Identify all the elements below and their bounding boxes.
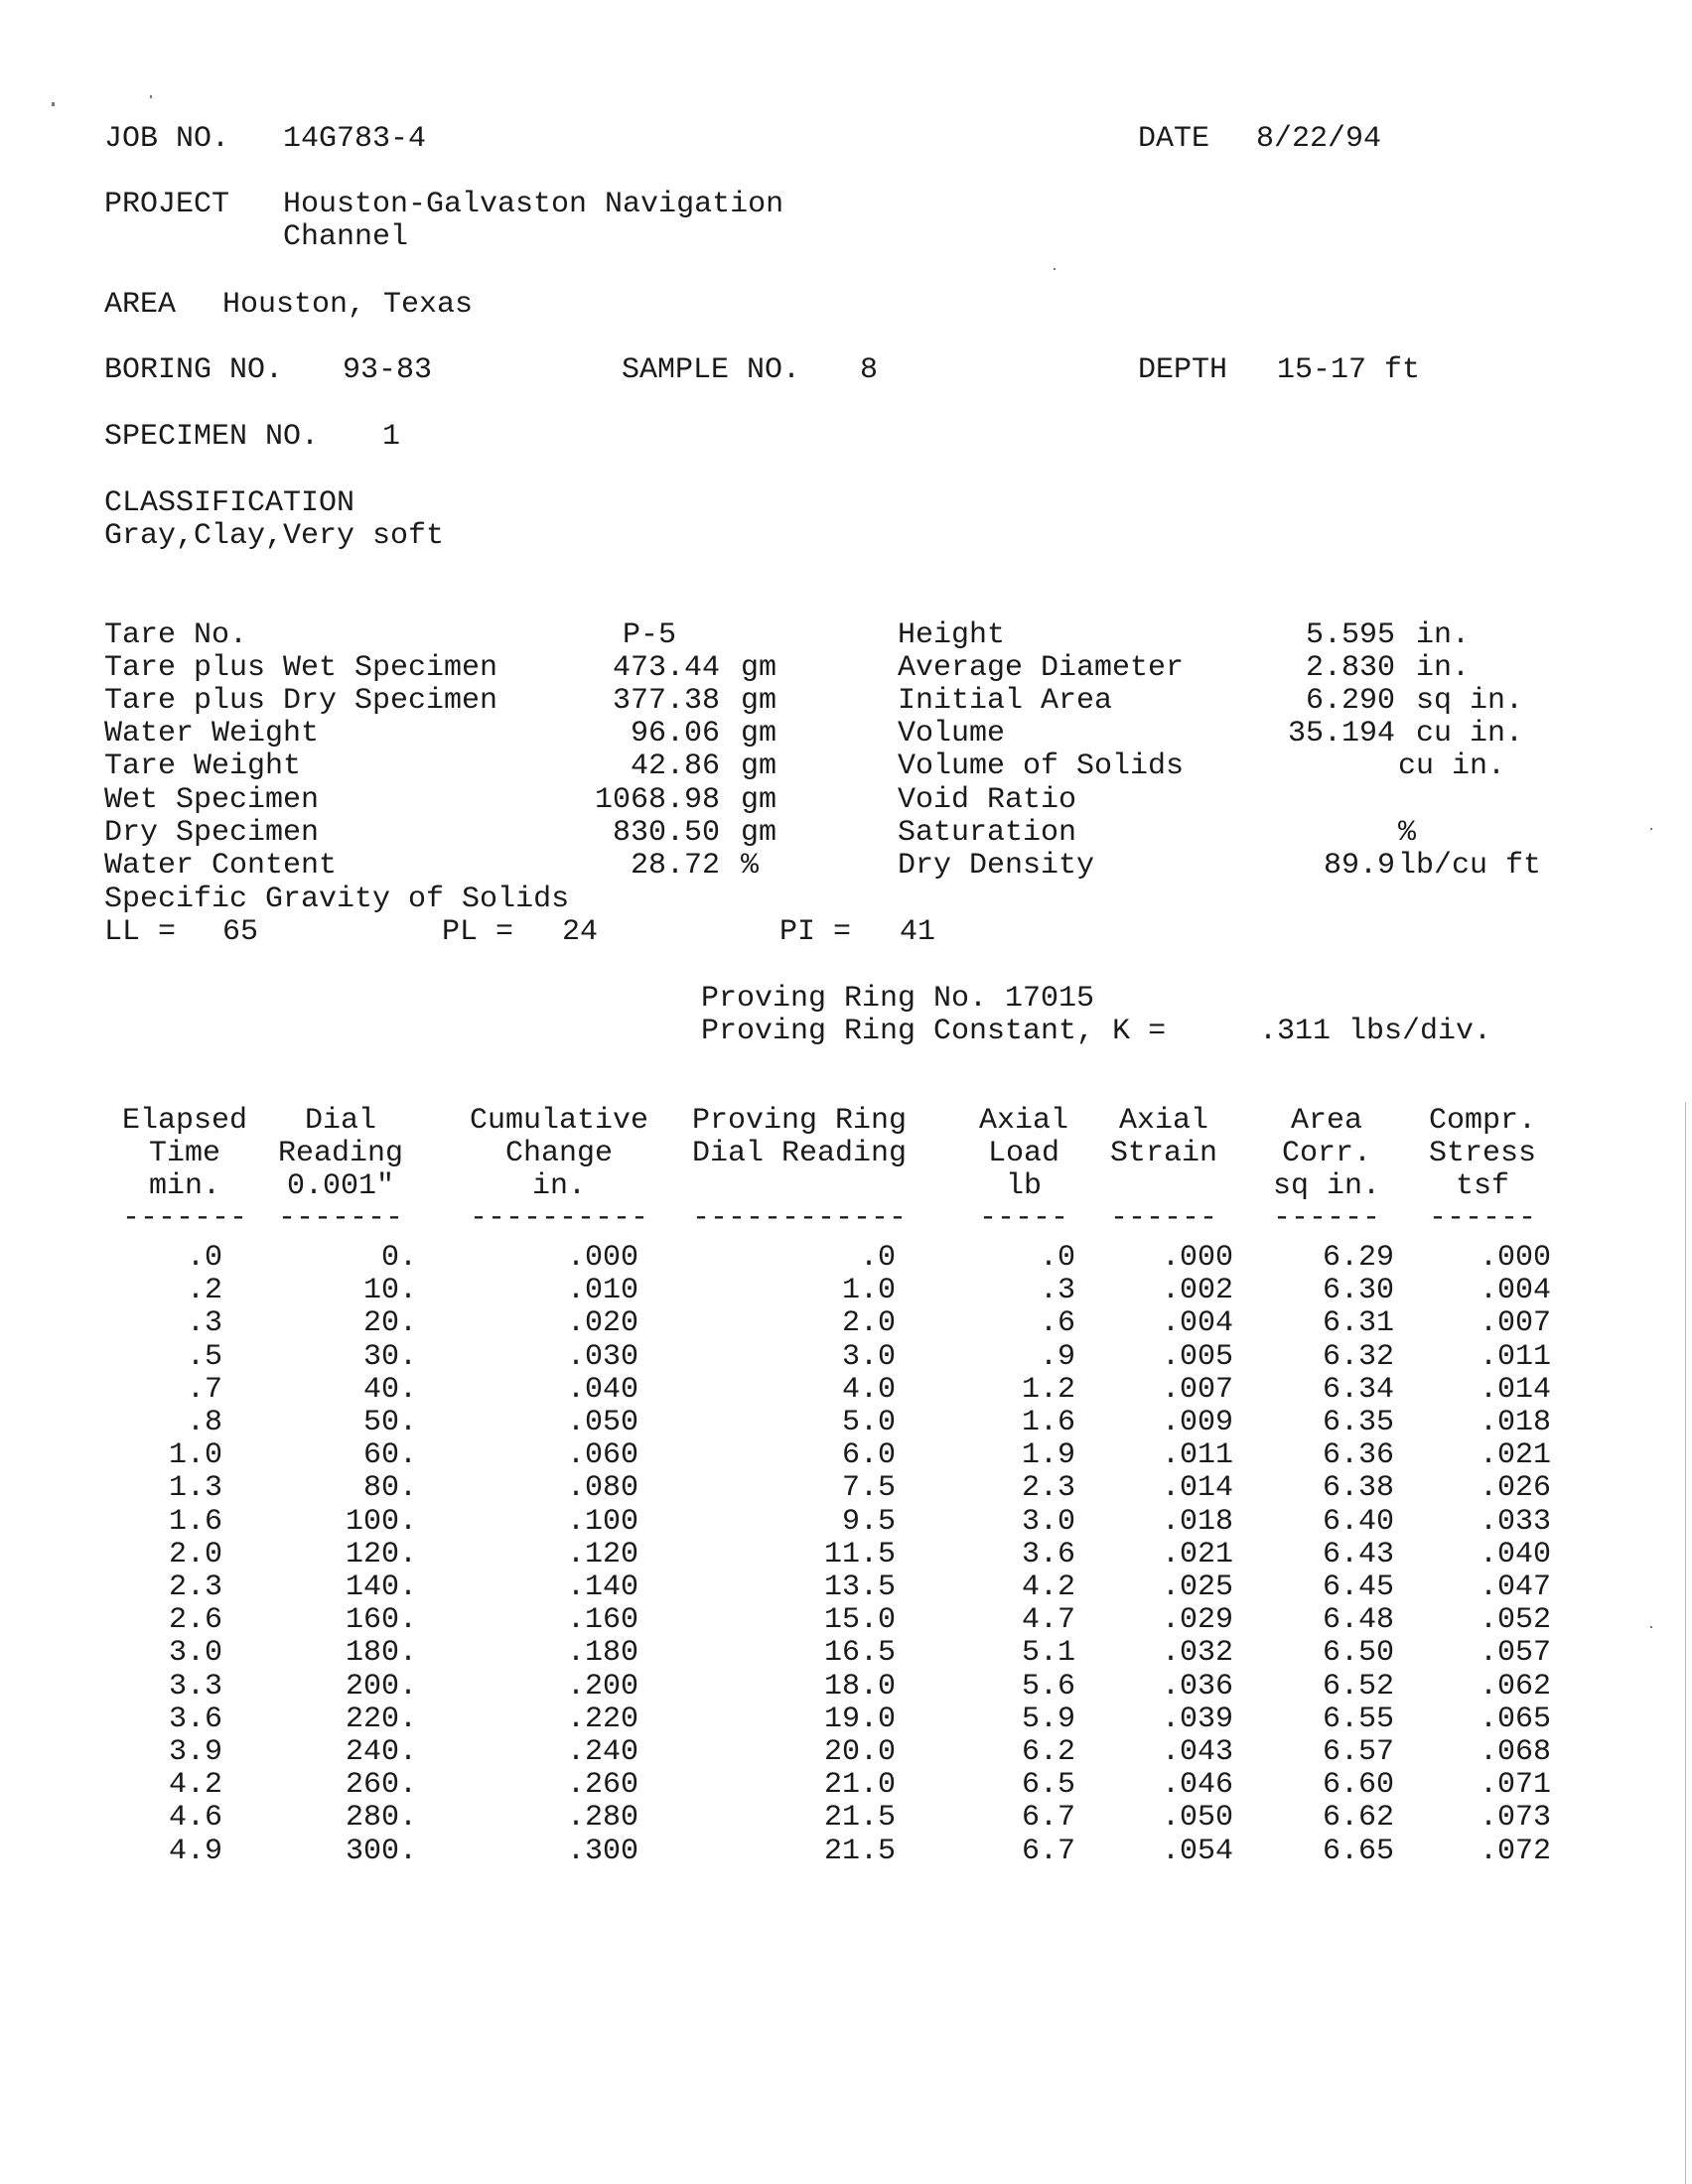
table-cell: .260: [566, 1768, 638, 1802]
column-header-line2: Time: [148, 1137, 220, 1170]
table-cell: .140: [566, 1570, 638, 1604]
column-header-line3: sq in.: [1272, 1169, 1381, 1203]
table-cell: .040: [1479, 1538, 1551, 1571]
prop-label: Initial Area: [898, 684, 1113, 718]
table-cell: 16.5: [823, 1636, 896, 1670]
table-cell: 20.: [362, 1306, 417, 1340]
prop-value: 1068.98: [594, 783, 720, 817]
table-cell: .047: [1479, 1570, 1551, 1604]
table-cell: .025: [1161, 1570, 1233, 1604]
classification-label: CLASSIFICATION: [104, 486, 355, 520]
depth-label: DEPTH: [1138, 353, 1228, 387]
column-header-line2: Corr.: [1281, 1137, 1371, 1170]
table-cell: 11.5: [823, 1538, 896, 1571]
date-label: DATE: [1138, 122, 1210, 156]
prop-value: 35.194: [1287, 717, 1395, 751]
date-value: 8/22/94: [1256, 122, 1382, 156]
table-cell: .036: [1161, 1670, 1233, 1704]
classification-value: Gray,Clay,Very soft: [104, 519, 445, 553]
job-label: JOB NO.: [104, 122, 230, 156]
table-cell: .010: [566, 1274, 638, 1307]
table-cell: 180.: [345, 1636, 417, 1670]
project-label: PROJECT: [104, 188, 230, 221]
ll-value: 65: [222, 915, 259, 949]
table-cell: 40.: [362, 1373, 417, 1407]
table-cell: 5.9: [1021, 1703, 1075, 1736]
table-cell: 5.0: [841, 1406, 896, 1439]
table-cell: 4.2: [168, 1768, 222, 1802]
column-header-line2: Change: [504, 1137, 614, 1170]
column-header-rule: -------: [121, 1201, 248, 1235]
table-cell: 0.: [380, 1241, 417, 1275]
table-cell: .062: [1479, 1670, 1551, 1704]
table-cell: .9: [1039, 1340, 1075, 1374]
table-cell: .039: [1161, 1703, 1233, 1736]
table-cell: 21.5: [823, 1835, 896, 1868]
table-cell: 7.5: [841, 1471, 896, 1505]
depth-value: 15-17 ft: [1277, 353, 1421, 387]
table-cell: .030: [566, 1340, 638, 1374]
prop-unit: gm: [741, 816, 777, 850]
table-cell: 1.9: [1021, 1438, 1075, 1472]
table-cell: 5.1: [1021, 1636, 1075, 1670]
table-cell: 6.35: [1322, 1406, 1394, 1439]
table-cell: .033: [1479, 1505, 1551, 1539]
column-header-line1: Elapsed: [121, 1104, 248, 1138]
table-cell: 6.60: [1322, 1768, 1394, 1802]
table-cell: 6.7: [1021, 1801, 1075, 1835]
table-cell: .280: [566, 1801, 638, 1835]
prop-unit: in.: [1416, 618, 1471, 652]
specimen-value: 1: [382, 420, 401, 454]
prop-label: Tare No.: [104, 618, 248, 652]
table-cell: .026: [1479, 1471, 1551, 1505]
prop-label: Volume of Solids: [898, 750, 1185, 783]
prop-unit: cu in.: [1416, 717, 1524, 751]
prop-unit: gm: [741, 651, 777, 685]
boring-label: BORING NO.: [104, 353, 284, 387]
table-cell: 3.6: [1021, 1538, 1075, 1571]
table-cell: .071: [1479, 1768, 1551, 1802]
table-cell: 1.6: [168, 1505, 222, 1539]
prop-unit: gm: [741, 684, 777, 718]
table-cell: 6.45: [1322, 1570, 1394, 1604]
column-header-line1: Area: [1290, 1104, 1362, 1138]
table-cell: 2.3: [168, 1570, 222, 1604]
prop-unit: %: [1398, 816, 1417, 850]
table-cell: 60.: [362, 1438, 417, 1472]
scan-edge-line: [1685, 1102, 1686, 2184]
column-header-line1: Proving Ring: [691, 1104, 908, 1138]
table-cell: .0: [859, 1241, 896, 1275]
proving-ring-constant-label: Proving Ring Constant, K =: [701, 1015, 1167, 1048]
table-cell: 1.3: [168, 1471, 222, 1505]
table-cell: .068: [1479, 1735, 1551, 1769]
column-header-line1: Axial: [978, 1104, 1068, 1138]
prop-unit: sq in.: [1416, 684, 1524, 718]
table-cell: .240: [566, 1735, 638, 1769]
table-cell: .200: [566, 1670, 638, 1704]
table-cell: 6.31: [1322, 1306, 1394, 1340]
table-cell: 4.0: [841, 1373, 896, 1407]
scan-speck: [52, 102, 55, 106]
prop-value: 473.44: [612, 651, 720, 685]
table-cell: 4.2: [1021, 1570, 1075, 1604]
table-cell: 6.2: [1021, 1735, 1075, 1769]
table-cell: .005: [1161, 1340, 1233, 1374]
table-cell: .0: [1039, 1241, 1075, 1275]
table-cell: .073: [1479, 1801, 1551, 1835]
sample-label: SAMPLE NO.: [622, 353, 801, 387]
table-cell: .3: [1039, 1274, 1075, 1307]
prop-value: 2.830: [1305, 651, 1395, 685]
table-cell: 2.3: [1021, 1471, 1075, 1505]
table-cell: 50.: [362, 1406, 417, 1439]
table-cell: 4.9: [168, 1835, 222, 1868]
table-cell: .004: [1479, 1274, 1551, 1307]
table-cell: 200.: [345, 1670, 417, 1704]
column-header-line3: min.: [148, 1169, 220, 1203]
table-cell: 6.38: [1322, 1471, 1394, 1505]
prop-value: 96.06: [630, 717, 720, 751]
scan-speck: [1650, 1626, 1652, 1628]
table-cell: .011: [1161, 1438, 1233, 1472]
table-cell: .6: [1039, 1306, 1075, 1340]
prop-label: Dry Specimen: [104, 816, 320, 850]
table-cell: .050: [566, 1406, 638, 1439]
table-cell: 2.0: [841, 1306, 896, 1340]
table-cell: 2.6: [168, 1603, 222, 1637]
column-header-rule: ------: [1272, 1201, 1381, 1235]
column-header-rule: ------: [1109, 1201, 1218, 1235]
proving-ring-constant-value: .311 lbs/div.: [1259, 1015, 1492, 1048]
column-header-line3: in.: [531, 1169, 586, 1203]
area-label: AREA: [104, 288, 177, 322]
specimen-label: SPECIMEN NO.: [104, 420, 320, 454]
table-cell: 1.0: [168, 1438, 222, 1472]
prop-value: 6.290: [1305, 684, 1395, 718]
table-cell: .3: [186, 1306, 222, 1340]
column-header-line2: Dial Reading: [691, 1137, 908, 1170]
prop-value: 5.595: [1305, 618, 1395, 652]
prop-unit: gm: [741, 750, 777, 783]
scan-speck: [1054, 268, 1056, 270]
table-cell: .040: [566, 1373, 638, 1407]
prop-unit: cu in.: [1398, 750, 1506, 783]
job-value: 14G783-4: [283, 122, 427, 156]
table-cell: 6.36: [1322, 1438, 1394, 1472]
prop-label: Tare plus Wet Specimen: [104, 651, 498, 685]
scan-speck: [150, 95, 152, 98]
prop-label: Height: [898, 618, 1006, 652]
table-cell: 2.0: [168, 1538, 222, 1571]
prop-unit: gm: [741, 717, 777, 751]
table-cell: 220.: [345, 1703, 417, 1736]
table-cell: .180: [566, 1636, 638, 1670]
prop-label: Wet Specimen: [104, 783, 320, 817]
table-cell: 21.5: [823, 1801, 896, 1835]
proving-ring-number: Proving Ring No. 17015: [701, 982, 1095, 1016]
column-header-line2: Load: [987, 1137, 1059, 1170]
prop-label: Tare Weight: [104, 750, 302, 783]
table-cell: .018: [1479, 1406, 1551, 1439]
table-cell: 6.30: [1322, 1274, 1394, 1307]
table-cell: .018: [1161, 1505, 1233, 1539]
pl-label: PL =: [442, 915, 514, 949]
prop-unit: in.: [1416, 651, 1471, 685]
table-cell: 5.6: [1021, 1670, 1075, 1704]
table-cell: 6.48: [1322, 1603, 1394, 1637]
table-cell: .000: [566, 1241, 638, 1275]
table-cell: 6.43: [1322, 1538, 1394, 1571]
table-cell: 3.0: [1021, 1505, 1075, 1539]
table-cell: 280.: [345, 1801, 417, 1835]
table-cell: .014: [1479, 1373, 1551, 1407]
table-cell: 260.: [345, 1768, 417, 1802]
table-cell: 6.57: [1322, 1735, 1394, 1769]
table-cell: .100: [566, 1505, 638, 1539]
table-cell: 21.0: [823, 1768, 896, 1802]
table-cell: .060: [566, 1438, 638, 1472]
table-cell: .000: [1161, 1241, 1233, 1275]
table-cell: 15.0: [823, 1603, 896, 1637]
table-cell: .052: [1479, 1603, 1551, 1637]
table-cell: .009: [1161, 1406, 1233, 1439]
table-cell: .000: [1479, 1241, 1551, 1275]
table-cell: .080: [566, 1471, 638, 1505]
area-value: Houston, Texas: [222, 288, 474, 322]
table-cell: 6.7: [1021, 1835, 1075, 1868]
table-cell: 3.3: [168, 1670, 222, 1704]
table-cell: 19.0: [823, 1703, 896, 1736]
table-cell: .050: [1161, 1801, 1233, 1835]
table-cell: .029: [1161, 1603, 1233, 1637]
column-header-line1: Axial: [1118, 1104, 1208, 1138]
table-cell: .014: [1161, 1471, 1233, 1505]
table-cell: 6.62: [1322, 1801, 1394, 1835]
table-cell: 10.: [362, 1274, 417, 1307]
table-cell: .8: [186, 1406, 222, 1439]
table-cell: 300.: [345, 1835, 417, 1868]
table-cell: .046: [1161, 1768, 1233, 1802]
table-cell: .300: [566, 1835, 638, 1868]
column-header-line1: Compr.: [1428, 1104, 1537, 1138]
prop-label: Water Weight: [104, 717, 320, 751]
column-header-rule: -----: [978, 1201, 1068, 1235]
prop-value: 42.86: [630, 750, 720, 783]
prop-label: Specific Gravity of Solids: [104, 883, 570, 916]
table-cell: 160.: [345, 1603, 417, 1637]
column-header-line3: tsf: [1455, 1169, 1509, 1203]
table-cell: 1.0: [841, 1274, 896, 1307]
table-cell: .032: [1161, 1636, 1233, 1670]
table-cell: .120: [566, 1538, 638, 1571]
table-cell: .5: [186, 1340, 222, 1374]
table-cell: .011: [1479, 1340, 1551, 1374]
prop-unit: %: [741, 849, 760, 883]
table-cell: 3.0: [841, 1340, 896, 1374]
prop-label: Tare plus Dry Specimen: [104, 684, 498, 718]
prop-label: Dry Density: [898, 849, 1095, 883]
prop-label: Void Ratio: [898, 783, 1077, 817]
table-cell: .007: [1479, 1306, 1551, 1340]
table-cell: .004: [1161, 1306, 1233, 1340]
table-cell: .002: [1161, 1274, 1233, 1307]
boring-value: 93-83: [343, 353, 433, 387]
scan-speck: [1650, 828, 1652, 830]
prop-label: Saturation: [898, 816, 1077, 850]
prop-value: 830.50: [612, 816, 720, 850]
prop-value: 377.38: [612, 684, 720, 718]
table-cell: .2: [186, 1274, 222, 1307]
table-cell: .021: [1161, 1538, 1233, 1571]
project-value-line1: Houston-Galvaston Navigation: [283, 188, 784, 221]
table-cell: 9.5: [841, 1505, 896, 1539]
table-cell: 6.32: [1322, 1340, 1394, 1374]
prop-unit: gm: [741, 783, 777, 817]
table-cell: 13.5: [823, 1570, 896, 1604]
prop-value: 89.9: [1323, 849, 1395, 883]
table-cell: .057: [1479, 1636, 1551, 1670]
table-cell: 18.0: [823, 1670, 896, 1704]
column-header-line1: Cumulative: [469, 1104, 649, 1138]
table-cell: .054: [1161, 1835, 1233, 1868]
table-cell: 6.0: [841, 1438, 896, 1472]
prop-label: Average Diameter: [898, 651, 1185, 685]
column-header-rule: ------------: [691, 1201, 908, 1235]
table-cell: 6.5: [1021, 1768, 1075, 1802]
table-cell: .160: [566, 1603, 638, 1637]
prop-label: Volume: [898, 717, 1006, 751]
column-header-rule: -------: [277, 1201, 404, 1235]
ll-label: LL =: [104, 915, 177, 949]
column-header-line1: Dial: [304, 1104, 376, 1138]
table-cell: 6.50: [1322, 1636, 1394, 1670]
table-cell: 4.6: [168, 1801, 222, 1835]
table-cell: 30.: [362, 1340, 417, 1374]
table-cell: 3.0: [168, 1636, 222, 1670]
table-cell: 120.: [345, 1538, 417, 1571]
prop-unit: lb/cu ft: [1398, 849, 1542, 883]
prop-value: P-5: [623, 618, 677, 652]
column-header-rule: ----------: [469, 1201, 649, 1235]
column-header-rule: ------: [1428, 1201, 1537, 1235]
sample-value: 8: [860, 353, 879, 387]
table-cell: 6.40: [1322, 1505, 1394, 1539]
column-header-line2: Strain: [1109, 1137, 1218, 1170]
table-cell: .020: [566, 1306, 638, 1340]
column-header-line2: Stress: [1428, 1137, 1537, 1170]
table-cell: .0: [186, 1241, 222, 1275]
table-cell: 6.29: [1322, 1241, 1394, 1275]
table-cell: 6.65: [1322, 1835, 1394, 1868]
table-cell: 140.: [345, 1570, 417, 1604]
column-header-line3: lb: [1005, 1169, 1042, 1203]
table-cell: 1.6: [1021, 1406, 1075, 1439]
table-cell: 4.7: [1021, 1603, 1075, 1637]
prop-value: 28.72: [630, 849, 720, 883]
table-cell: .220: [566, 1703, 638, 1736]
prop-label: Water Content: [104, 849, 338, 883]
table-cell: 6.34: [1322, 1373, 1394, 1407]
table-cell: 6.52: [1322, 1670, 1394, 1704]
table-cell: .072: [1479, 1835, 1551, 1868]
table-cell: 3.9: [168, 1735, 222, 1769]
table-cell: .065: [1479, 1703, 1551, 1736]
table-cell: 3.6: [168, 1703, 222, 1736]
table-cell: .043: [1161, 1735, 1233, 1769]
table-cell: 100.: [345, 1505, 417, 1539]
pi-label: PI =: [779, 915, 852, 949]
table-cell: 1.2: [1021, 1373, 1075, 1407]
project-value-line2: Channel: [283, 220, 409, 254]
column-header-line3: 0.001": [286, 1169, 395, 1203]
table-cell: .021: [1479, 1438, 1551, 1472]
table-cell: 20.0: [823, 1735, 896, 1769]
table-cell: 240.: [345, 1735, 417, 1769]
pl-value: 24: [562, 915, 599, 949]
table-cell: .7: [186, 1373, 222, 1407]
table-cell: .007: [1161, 1373, 1233, 1407]
column-header-line2: Reading: [277, 1137, 404, 1170]
table-cell: 6.55: [1322, 1703, 1394, 1736]
pi-value: 41: [900, 915, 936, 949]
table-cell: 80.: [362, 1471, 417, 1505]
